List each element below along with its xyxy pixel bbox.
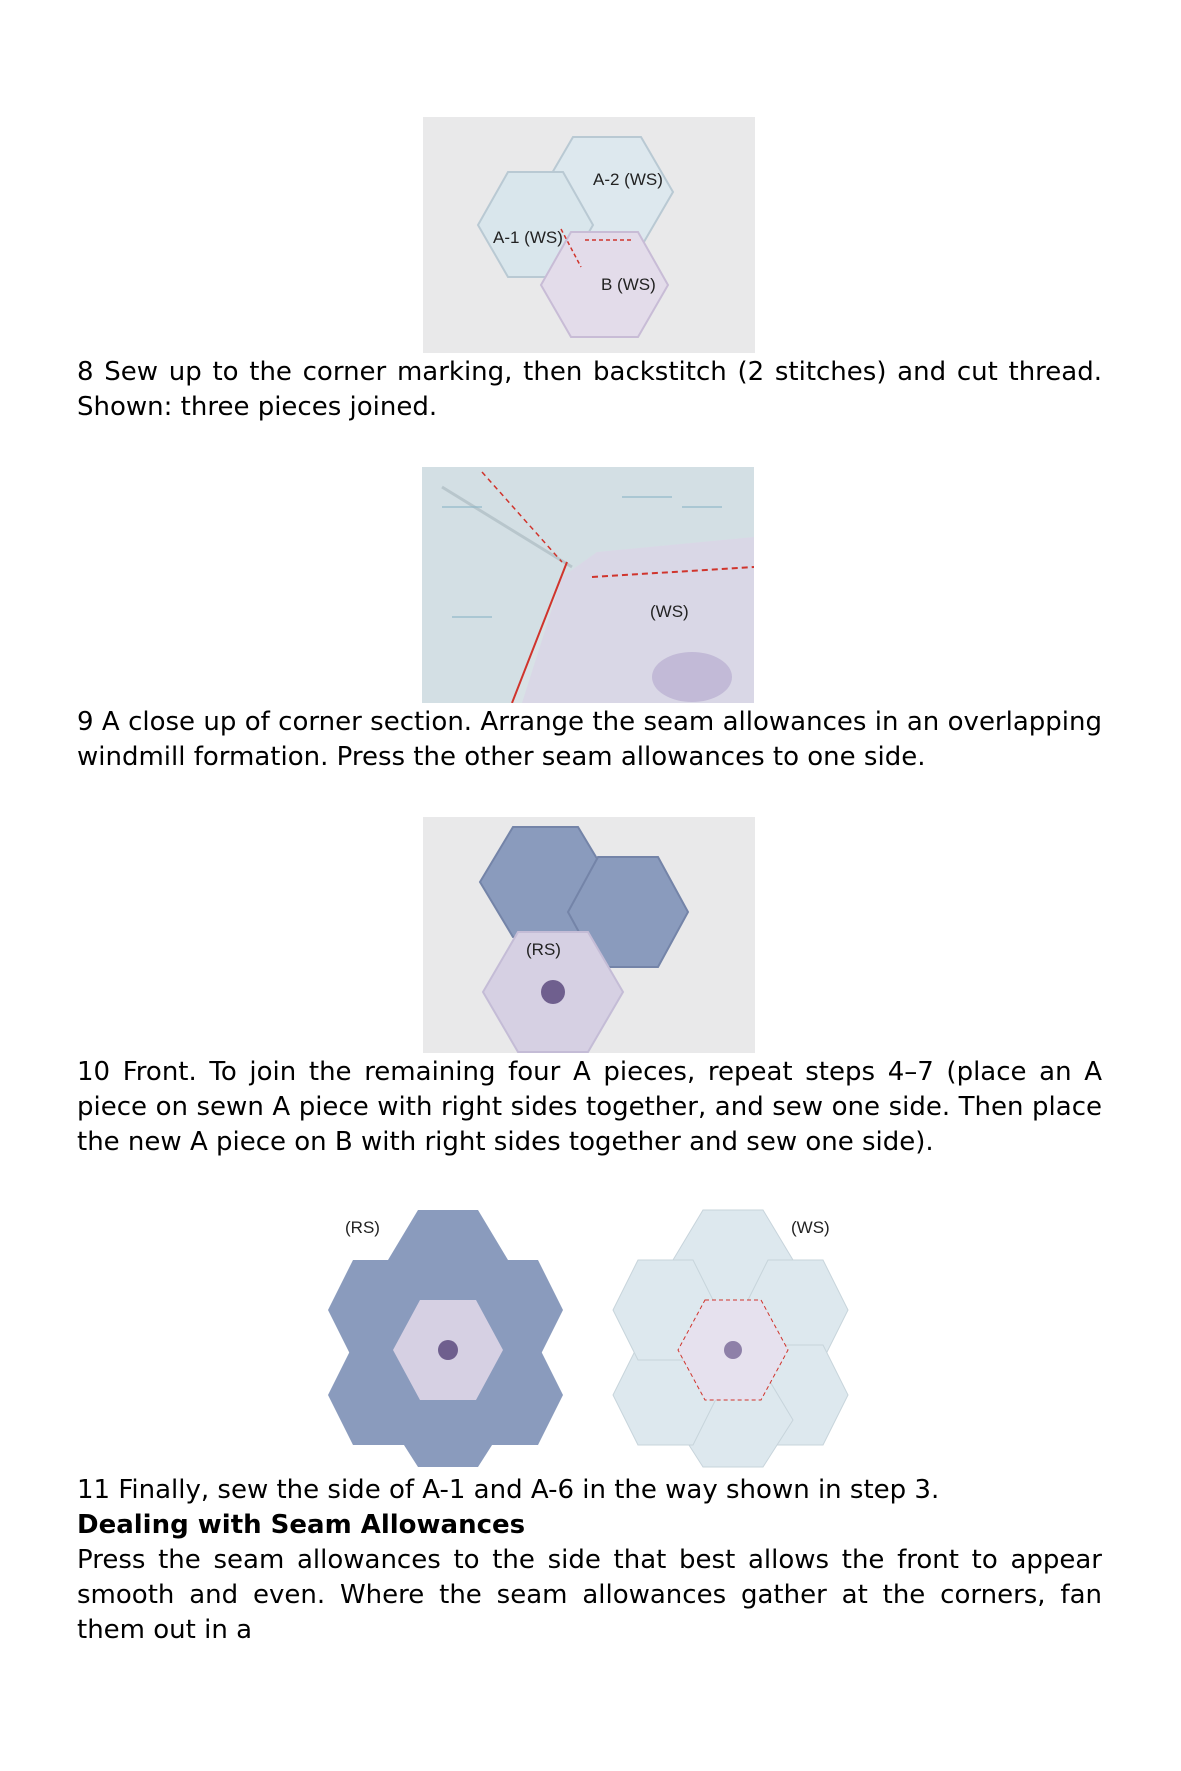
- step10-text: 10 Front. To join the remaining four A pieces, repeat steps 4–7 (place an A piece on sewn A piece with right sides together, and sew one side. Then place the new A piece on B with right sides together and sew one side).: [77, 1057, 1102, 1157]
- label-a1: A-1 (WS): [493, 228, 563, 247]
- step9-photo: [422, 467, 754, 703]
- step9-illustration: [422, 467, 754, 703]
- step11-photo: [323, 1205, 858, 1470]
- step9-text: 9 A close up of corner section. Arrange the seam allowances in an overlapping windmill formation. Press the other seam allowances to one side.: [77, 707, 1102, 772]
- step8-photo: [423, 117, 755, 353]
- section-body: Press the seam allowances to the side that best allows the front to appear smooth and even. Where the seam allowances gather at the corners, fan them out in a: [77, 1545, 1102, 1645]
- step10-photo: [423, 817, 755, 1053]
- step11-illustration: [323, 1205, 858, 1470]
- step10-illustration: [423, 817, 755, 1053]
- section-heading: Dealing with Seam Allowances: [77, 1510, 526, 1540]
- label-ws: (WS): [650, 602, 689, 621]
- label-b: B (WS): [601, 275, 656, 294]
- step11-text: 11 Finally, sew the side of A-1 and A-6 in the way shown in step 3.: [77, 1475, 940, 1505]
- label-rs: (RS): [526, 940, 561, 959]
- label-ws-back: (WS): [791, 1218, 830, 1237]
- label-a2: A-2 (WS): [593, 170, 663, 189]
- step8-illustration: [423, 117, 755, 353]
- step8-text: 8 Sew up to the corner marking, then backstitch (2 stitches) and cut thread. Shown: three pieces joined.: [77, 357, 1102, 422]
- label-rs-front: (RS): [345, 1218, 380, 1237]
